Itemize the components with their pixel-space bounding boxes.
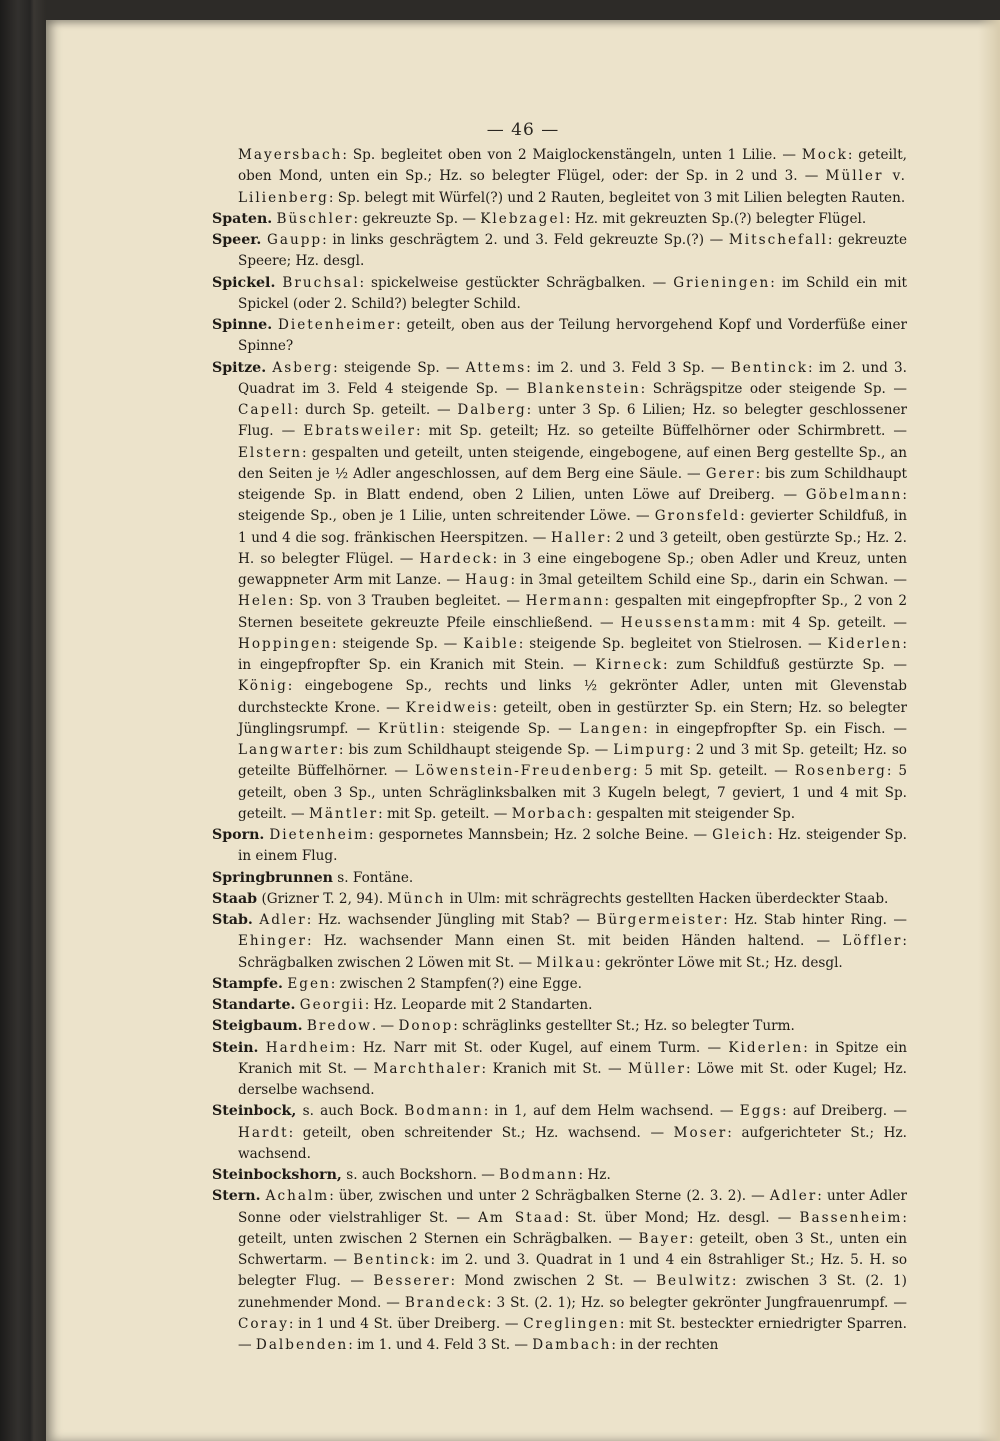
family-name: Kirneck <box>595 657 663 673</box>
entry-text: : zwischen 3 St. (2. 1) zunehmender Mond. — <box>238 1273 907 1311</box>
entry-headword: Staab <box>212 890 258 907</box>
family-name: Gleich <box>712 827 769 843</box>
family-name: Langwarter <box>238 742 339 758</box>
dictionary-entry <box>212 273 907 316</box>
entry-text: : geteilt, oben aus der Teilung hervorgehend Kopf und Vorderfüße einer Spinne? <box>238 317 907 355</box>
entry-text: : gekreuzte Sp. — <box>353 210 481 227</box>
family-name: Grieningen <box>673 274 771 291</box>
entry-text: : geteilt, unten zwischen 2 Sternen ein Schrägbalken. — <box>238 1209 907 1247</box>
entry-text: : mit Sp. geteilt; Hz. so geteilte Büffelhörner oder Schirmbrett. — <box>415 423 907 440</box>
family-name: Müller <box>628 1060 686 1077</box>
entry-text: : Schrägspitze oder steigende Sp. — <box>640 380 907 397</box>
entry-text: : steigende Sp., oben je 1 Lilie, unten schreitender Löwe. — <box>238 487 907 525</box>
entry-text: : eingebogene Sp., rechts und links ½ gekrönter Adler, unten mit Glevenstab durchsteckte Krone. — <box>238 678 907 716</box>
entry-text: : geteilt, oben Mond, unten ein Sp.; Hz. so belegter Flügel, oder: der Sp. in 2 und 3. — <box>238 147 907 185</box>
family-name: Hermann <box>525 593 605 610</box>
entry-text: : bis zum Schildhaupt steigende Sp. — <box>338 742 614 758</box>
dictionary-entry <box>212 1186 907 1356</box>
entry-text: : im 2. und 3. Quadrat in 1 und 4 ein 8strahliger St.; Hz. 5. H. so belegter Flug. — <box>238 1252 908 1290</box>
entry-text: : gekrönter Löwe mit St.; Hz. desgl. <box>596 954 843 971</box>
family-name: Langen <box>579 720 644 737</box>
entry-text: : in 1, auf dem Helm wachsend. — <box>483 1103 740 1120</box>
entry-text: : in eingepfropfter Sp. ein Kranich mit Stein. — <box>238 635 907 673</box>
entry-text: : unter 3 Sp. 6 Lilien; Hz. so belegter geschlossener Flug. — <box>238 402 907 440</box>
entry-text: : auf Dreiberg. — <box>782 1103 907 1120</box>
family-name: Mayersbach <box>238 147 343 163</box>
family-name: Krütlin <box>377 720 441 737</box>
family-name: Klebzagel <box>480 210 566 227</box>
entry-headword: Springbrunnen <box>212 869 333 886</box>
entry-text: : steigende Sp. — <box>332 635 464 652</box>
entry-text: : in links geschrägtem 2. und 3. Feld gekreuzte Sp.(?) — <box>322 232 729 248</box>
family-name: Bredow <box>306 1018 372 1035</box>
entry-text: : Mond zwischen 2 St. — <box>450 1273 657 1290</box>
entry-text: : im Schild ein mit Spickel (oder 2. Schild?) belegter Schild. <box>238 274 908 312</box>
family-name: Gerer <box>705 465 756 482</box>
family-name: Eggs <box>739 1103 783 1120</box>
entry-text: : in eingepfropfter Sp. ein Fisch. — <box>643 720 907 737</box>
entry-text: : Hz. Stab hinter Ring. — <box>723 912 907 928</box>
entry-text: : schräglinks gestellter St.; Hz. so belegter Turm. <box>453 1018 795 1035</box>
family-name: Bürgermeister <box>596 912 724 928</box>
entry-text: . — <box>371 1018 399 1035</box>
entry-text: : Hz. wachsender Jüngling mit Stab? — <box>306 912 597 928</box>
entry-text: : Schrägbalken zwischen 2 Löwen mit St. — <box>238 933 907 971</box>
family-name: Coray <box>238 1315 289 1332</box>
entry-headword: Stampfe. <box>212 975 283 992</box>
family-name: Am Staad <box>478 1209 565 1226</box>
family-name: Adler <box>769 1188 818 1205</box>
entry-text: : Hz. Narr mit St. oder Kugel, auf einem Turm. — <box>350 1039 729 1056</box>
family-name: Milkau <box>536 954 597 971</box>
family-name: Gronsfeld <box>654 508 741 525</box>
family-name: Ebratsweiler <box>303 423 416 440</box>
family-name: Dalbenden <box>255 1337 349 1353</box>
family-name: Hardheim <box>265 1039 351 1056</box>
entry-headword: Speer. <box>212 232 262 248</box>
dictionary-entry <box>212 889 907 910</box>
entry-text: : im 2. und 3. Feld 3 Sp. — <box>526 359 731 376</box>
family-name: Kiderlen <box>728 1039 804 1056</box>
family-name: Münch <box>387 890 446 907</box>
family-name: Dietenheimer <box>277 317 397 333</box>
entry-text: : zum Schildfuß gestürzte Sp. — <box>662 657 908 673</box>
family-name: Besserer <box>373 1273 451 1290</box>
entry-text: : steigende Sp. — <box>333 359 466 376</box>
entry-headword: Steigbaum. <box>212 1018 303 1035</box>
family-name: Georgii <box>299 997 365 1013</box>
entry-text: : steigende Sp. — <box>440 720 580 737</box>
dictionary-entry <box>212 974 907 995</box>
entry-text: : unter Adler Sonne oder vielstrahliger St. — <box>238 1188 907 1226</box>
family-name: König <box>238 678 288 695</box>
entry-text: : in 1 und 4 St. über Dreiberg. — <box>288 1315 524 1332</box>
family-name: Hardt <box>238 1124 289 1141</box>
family-name: Bentinck <box>730 359 809 376</box>
dictionary-text <box>212 145 907 1356</box>
entry-headword: Spaten. <box>212 210 273 227</box>
family-name: Marchthaler <box>373 1060 482 1077</box>
family-name: Kiderlen <box>827 635 903 652</box>
entry-headword: Spitze. <box>212 359 267 376</box>
family-name: Dietenheim <box>269 827 369 843</box>
entry-text: : St. über Mond; Hz. desgl. — <box>564 1209 800 1226</box>
entry-text: : 2 und 3 mit Sp. geteilt; Hz. so geteilte Büffelhörner. — <box>238 742 907 780</box>
family-name: Bodmann <box>404 1103 484 1120</box>
entry-text: : in 3mal geteiltem Schild eine Sp., darin ein Schwan. — <box>510 572 908 588</box>
entry-text: : über, zwischen und unter 2 Schrägbalken Sterne (2. 3. 2). — <box>329 1188 770 1205</box>
family-name: Mitschefall <box>728 232 828 248</box>
family-name: Kreidweis <box>405 699 493 716</box>
entry-text: : zwischen 2 Stampfen(?) eine Egge. <box>330 975 582 992</box>
entry-text: : Hz. steigender Sp. in einem Flug. <box>238 827 908 865</box>
family-name: Hardeck <box>419 550 493 567</box>
dictionary-entry <box>212 1016 907 1037</box>
entry-headword: Spickel. <box>212 274 276 291</box>
entry-text: : steigende Sp. begleitet von Stielrosen. — <box>518 635 828 652</box>
family-name: Moser <box>673 1124 728 1141</box>
entry-headword: Stab. <box>212 912 253 928</box>
entry-text: : Hz. mit gekreuzten Sp.(?) belegter Flügel. <box>565 210 867 227</box>
family-name: Attems <box>465 359 527 376</box>
family-name: Creglingen <box>523 1315 620 1332</box>
entry-text: s. Fontäne. <box>337 869 414 886</box>
entry-text: s. auch Bockshorn. — <box>346 1167 500 1183</box>
dictionary-entry <box>212 145 907 209</box>
family-name: Dambach <box>532 1337 612 1353</box>
entry-headword: Standarte. <box>212 997 296 1013</box>
family-name: Donop <box>398 1018 454 1035</box>
entry-text: : aufgerichteter St.; Hz. wachsend. <box>238 1124 908 1162</box>
family-name: Morbach <box>511 805 588 822</box>
family-name: Büschler <box>276 210 354 227</box>
family-name: Bayer <box>638 1230 689 1247</box>
entry-text: : durch Sp. geteilt. — <box>293 402 458 418</box>
family-name: Bentinck <box>353 1252 431 1268</box>
family-name: Hoppingen <box>238 635 333 652</box>
entry-text: s. auch Bock. <box>302 1103 405 1120</box>
entry-text: : im 2. und 3. Quadrat im 3. Feld 4 steigende Sp. — <box>238 359 907 397</box>
dictionary-entry <box>212 995 907 1016</box>
family-name: Capell <box>238 402 294 418</box>
entry-text: : in Spitze ein Kranich mit St. — <box>238 1039 908 1077</box>
family-name: Helen <box>238 593 290 610</box>
dictionary-entry <box>212 1101 907 1165</box>
entry-text: : Sp. begleitet oben von 2 Maiglockenstängeln, unten 1 Lilie. — <box>342 147 802 163</box>
entry-text: : spickelweise gestückter Schrägbalken. — <box>359 274 674 291</box>
entry-text: : gespornetes Mannsbein; Hz. 2 solche Beine. — <box>368 827 713 843</box>
family-name: Bodmann <box>499 1167 579 1183</box>
page-number: — 46 — <box>486 120 560 140</box>
entry-text: : Hz. <box>578 1167 611 1183</box>
entry-text: : 2 und 3 geteilt, oben gestürzte Sp.; Hz. 2. H. so belegter Flügel. — <box>238 529 908 567</box>
family-name: Egen <box>287 975 331 992</box>
family-name: Heussenstamm <box>620 614 751 631</box>
family-name: Bruchsal <box>282 274 360 291</box>
entry-headword: Stern. <box>212 1188 261 1205</box>
entry-text: : 5 geteilt, oben 3 Sp., unten Schräglinksbalken mit 3 Kugeln belegt, 7 geviert, 1 und 4 mit Sp. geteilt. — <box>238 763 907 822</box>
entry-text: : gespalten mit steigender Sp. <box>587 805 796 822</box>
dictionary-entry <box>212 910 907 974</box>
entry-headword: Steinbockshorn, <box>212 1167 342 1183</box>
family-name: Haller <box>551 529 607 546</box>
family-name: Beulwitz <box>656 1273 732 1290</box>
family-name: Rosenberg <box>794 763 887 780</box>
entry-headword: Sporn. <box>212 827 265 843</box>
entry-text: : bis zum Schildhaupt steigende Sp. in Blatt endend, oben 2 Lilien, unten Löwe auf Dreiberg. — <box>238 465 908 503</box>
family-name: Mock <box>801 147 848 163</box>
entry-text: : geteilt, oben in gestürzter Sp. ein Stern; Hz. so belegter Jünglingsrumpf. — <box>238 699 907 737</box>
entry-text: : gekreuzte Speere; Hz. desgl. <box>238 232 907 270</box>
entry-text: : in 3 eine eingebogene Sp.; oben Adler und Kreuz, unten gewappneter Arm mit Lanze. — <box>238 550 907 588</box>
entry-text: : mit 4 Sp. geteilt. — <box>750 614 907 631</box>
family-name: Blankenstein <box>526 380 641 397</box>
family-name: Gaupp <box>266 232 323 248</box>
entry-text: : Sp. von 3 Trauben begleitet. — <box>289 593 526 610</box>
family-name: Löffler <box>842 933 903 950</box>
family-name: Asberg <box>272 359 334 376</box>
family-name: Brandeck <box>404 1294 487 1311</box>
entry-text: : Hz. wachsender Mann einen St. mit beiden Händen haltend. — <box>307 933 843 950</box>
entry-text: (Grizner T. 2, 94). <box>261 890 388 907</box>
family-name: Dalberg <box>457 402 527 418</box>
entry-text: : mit St. besteckter erniedrigter Sparren. — <box>238 1315 907 1353</box>
entry-text: in Ulm: mit schrägrechts gestellten Hacken überdeckter Staab. <box>445 890 889 907</box>
family-name: Kaible <box>463 635 519 652</box>
dictionary-entry <box>212 1165 907 1186</box>
entry-text: : 5 mit Sp. geteilt. — <box>633 763 795 780</box>
dictionary-entry <box>212 1038 907 1102</box>
dictionary-entry <box>212 230 907 273</box>
entry-headword: Stein. <box>212 1039 259 1056</box>
dictionary-entry <box>212 868 907 889</box>
entry-text: : geteilt, oben schreitender St.; Hz. wachsend. — <box>288 1124 674 1141</box>
dictionary-entry <box>212 209 907 230</box>
family-name: Adler <box>259 912 307 928</box>
entry-text: : geteilt, oben 3 St., unten ein Schwertarm. — <box>238 1230 907 1268</box>
family-name: Limpurg <box>613 742 687 758</box>
entry-text: : mit Sp. geteilt. — <box>378 805 512 822</box>
family-name: Müller v. Lilienberg <box>238 168 907 206</box>
family-name: Achalm <box>265 1188 330 1205</box>
dictionary-entry <box>212 358 907 826</box>
dictionary-entry <box>212 315 907 358</box>
family-name: Göbelmann <box>805 487 903 503</box>
entry-text: : in der rechten <box>611 1337 719 1353</box>
family-name: Löwenstein-Freudenberg <box>414 763 633 780</box>
family-name: Elstern <box>238 444 303 461</box>
entry-text: : gespalten mit eingepfropfter Sp., 2 von 2 Sternen beseitete gekreuzte Pfeile einschließend. — <box>238 593 907 631</box>
family-name: Bassenheim <box>799 1209 903 1226</box>
entry-text: : Hz. Leoparde mit 2 Standarten. <box>364 997 593 1013</box>
entry-headword: Steinbock, <box>212 1103 297 1120</box>
family-name: Haug <box>465 572 511 588</box>
entry-text: : Löwe mit St. oder Kugel; Hz. derselbe wachsend. <box>238 1060 908 1098</box>
family-name: Mäntler <box>308 805 379 822</box>
entry-text: : Sp. belegt mit Würfel(?) und 2 Rauten, begleitet von 3 mit Lilien belegten Rauten. <box>328 189 906 206</box>
entry-headword: Spinne. <box>212 317 273 333</box>
entry-text: : 3 St. (2. 1); Hz. so belegter gekrönter Jungfrauenrumpf. — <box>486 1294 907 1311</box>
dictionary-entry <box>212 825 907 868</box>
family-name: Ehinger <box>238 933 308 950</box>
entry-text: : gevierter Schildfuß, in 1 und 4 die sog. fränkischen Heerspitzen. — <box>238 508 907 546</box>
entry-text: : gespalten und geteilt, unten steigende, eingebogene, auf einen Berg gestellte Sp., an den Seiten je ½ Adler angeschlossen, auf dem Berg eine Säule. — <box>238 444 907 482</box>
entry-text: : im 1. und 4. Feld 3 St. — <box>348 1337 533 1353</box>
entry-text: : Kranich mit St. — <box>481 1060 629 1077</box>
